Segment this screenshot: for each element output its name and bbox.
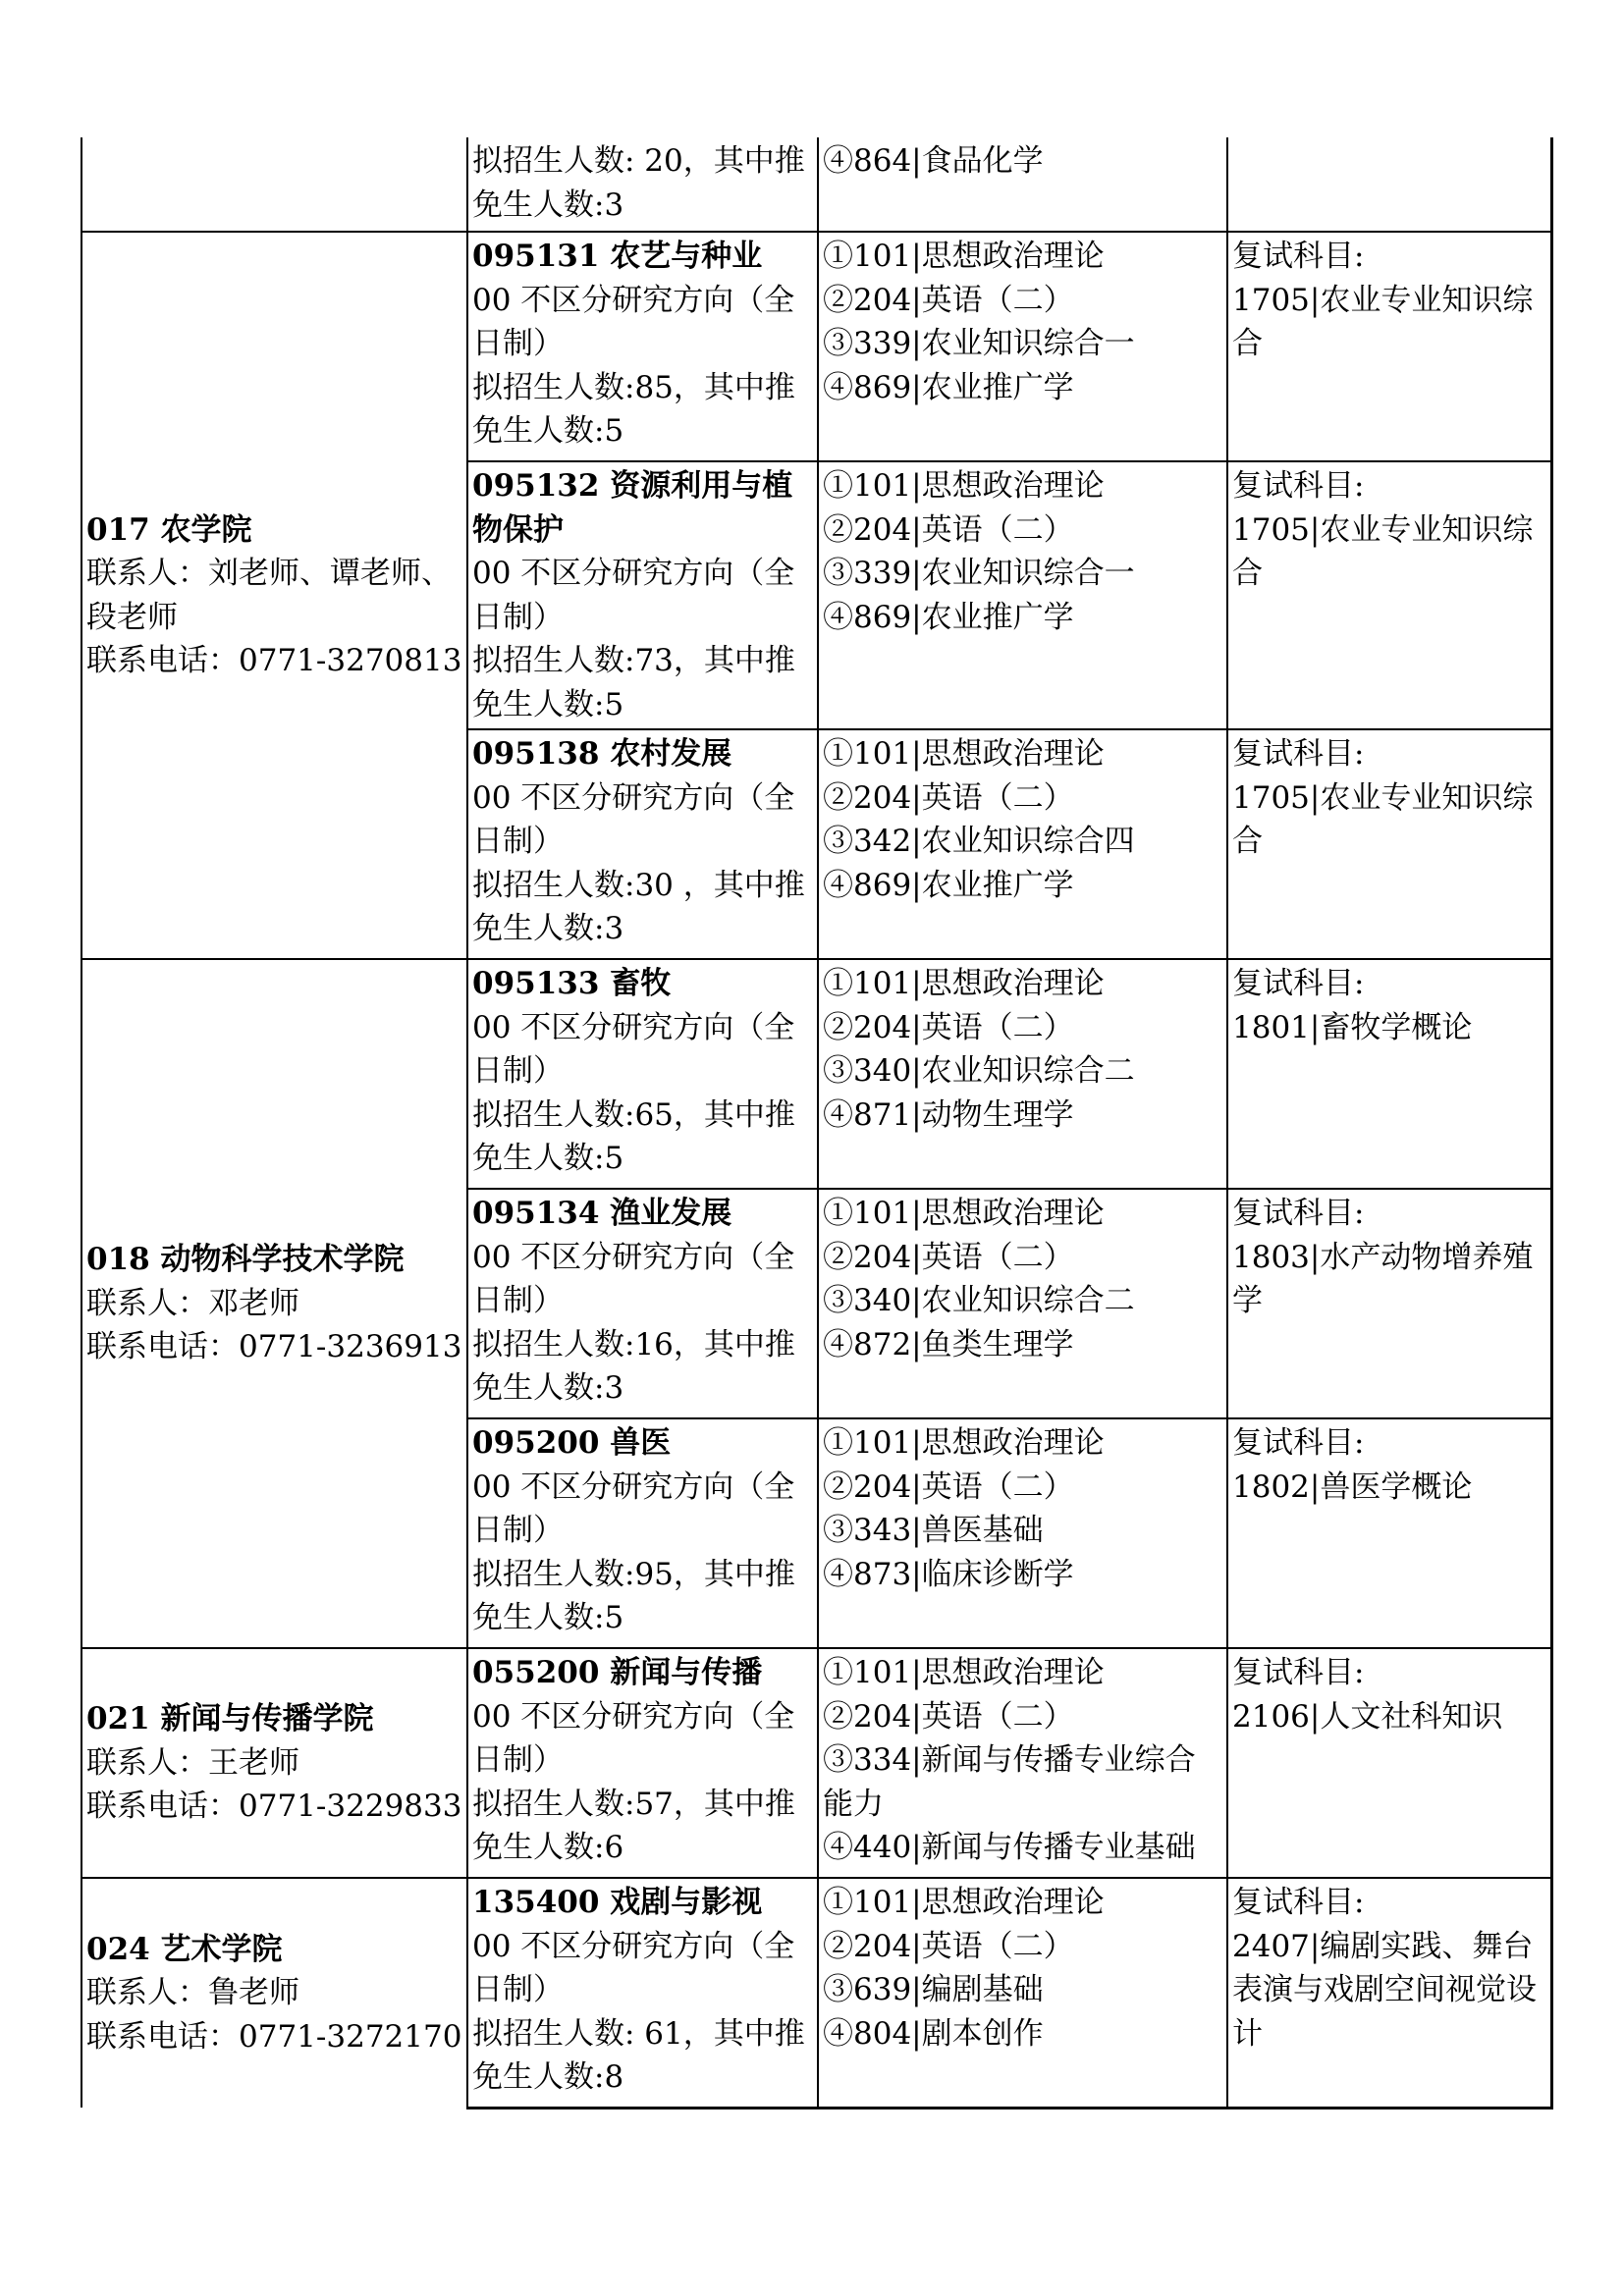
exam-subject: ④871|动物生理学	[823, 1096, 1074, 1133]
program-cell	[467, 232, 818, 461]
exam-subject: ②204|英语（二）	[823, 282, 1074, 318]
department-cell	[81, 1878, 467, 2108]
retest-label: 复试科目:	[1232, 1196, 1365, 1231]
table-body	[81, 137, 1551, 2108]
research-direction: 00 不区分研究方向（全日制）	[472, 1698, 795, 1778]
department-contact: 联系人：鲁老师	[86, 1975, 299, 2011]
exam-subject: ④869|农业推广学	[823, 599, 1074, 635]
exam-subject: ④804|剧本创作	[823, 2015, 1044, 2052]
exam-subject: ③343|兽医基础	[823, 1513, 1044, 1548]
department-cell	[81, 232, 467, 959]
department-phone: 联系电话：0771-3272170	[86, 2018, 462, 2055]
research-direction: 00 不区分研究方向（全日制）	[472, 1468, 795, 1548]
table-row	[81, 232, 1551, 461]
retest-cell	[1227, 729, 1551, 959]
enrollment-quota: 拟招生人数:57，其中推免生人数:6	[472, 1786, 795, 1865]
research-direction: 00 不区分研究方向（全日制）	[472, 1239, 795, 1318]
exam-subjects-cell	[818, 1418, 1227, 1648]
exam-subject: ④440|新闻与传播专业基础	[823, 1830, 1196, 1865]
exam-subject: ③340|农业知识综合二	[823, 1053, 1135, 1089]
retest-label: 复试科目:	[1232, 468, 1365, 504]
retest-cell	[1227, 959, 1551, 1189]
retest-cell	[1227, 1878, 1551, 2108]
department-name: 024 艺术学院	[86, 1931, 283, 1967]
retest-cell	[1227, 1648, 1551, 1878]
enrollment-quota: 拟招生人数: 20，其中推免生人数:3	[472, 143, 805, 223]
table-row	[81, 959, 1551, 1189]
program-code-name: 095134 渔业发展	[472, 1196, 732, 1231]
exam-subject: ④869|农业推广学	[823, 867, 1074, 903]
enrollment-quota: 拟招生人数:65，其中推免生人数:5	[472, 1096, 795, 1176]
retest-subject: 1801|畜牧学概论	[1232, 1009, 1473, 1045]
retest-subject: 2106|人文社科知识	[1232, 1698, 1503, 1735]
program-code-name: 095133 畜牧	[472, 966, 672, 1001]
program-cell	[467, 959, 818, 1189]
program-code-name: 095200 兽医	[472, 1425, 672, 1461]
exam-subject: ②204|英语（二）	[823, 1239, 1074, 1275]
exam-subject: ①101|思想政治理论	[823, 966, 1105, 1001]
retest-cell	[1227, 232, 1551, 461]
exam-subject: ③339|农业知识综合一	[823, 326, 1135, 361]
admissions-table	[81, 137, 1553, 2109]
retest-cell	[1227, 137, 1551, 232]
retest-label: 复试科目:	[1232, 966, 1365, 1001]
program-code-name: 135400 戏剧与影视	[472, 1885, 763, 1920]
retest-subject: 1705|农业专业知识综合	[1232, 282, 1534, 361]
retest-subject: 1705|农业专业知识综合	[1232, 511, 1534, 591]
exam-subject: ①101|思想政治理论	[823, 1885, 1105, 1920]
department-phone: 联系电话：0771-3270813	[86, 643, 462, 678]
enrollment-quota: 拟招生人数: 61，其中推免生人数:8	[472, 2015, 805, 2095]
enrollment-quota: 拟招生人数:30 ，其中推免生人数:3	[472, 867, 805, 946]
exam-subjects-cell	[818, 232, 1227, 461]
exam-subject: ②204|英语（二）	[823, 1009, 1074, 1045]
exam-subjects-cell	[818, 1878, 1227, 2108]
exam-subject: ①101|思想政治理论	[823, 736, 1105, 772]
program-cell	[467, 1189, 818, 1418]
exam-subject: ①101|思想政治理论	[823, 1425, 1105, 1461]
research-direction: 00 不区分研究方向（全日制）	[472, 556, 795, 635]
retest-cell	[1227, 1189, 1551, 1418]
exam-subjects-cell	[818, 461, 1227, 729]
exam-subjects-cell	[818, 137, 1227, 232]
exam-subject: ①101|思想政治理论	[823, 1196, 1105, 1231]
exam-subjects-cell	[818, 729, 1227, 959]
retest-subject: 1705|农业专业知识综合	[1232, 779, 1534, 859]
program-cell	[467, 729, 818, 959]
retest-label: 复试科目:	[1232, 1885, 1365, 1920]
enrollment-quota: 拟招生人数:73，其中推免生人数:5	[472, 643, 795, 722]
exam-subject: ③639|编剧基础	[823, 1972, 1044, 2007]
retest-subject: 1803|水产动物增养殖学	[1232, 1239, 1534, 1318]
exam-subject: ②204|英语（二）	[823, 511, 1074, 548]
exam-subject: ①101|思想政治理论	[823, 1655, 1105, 1690]
department-name: 018 动物科学技术学院	[86, 1242, 405, 1278]
exam-subjects-cell	[818, 959, 1227, 1189]
exam-subject: ②204|英语（二）	[823, 1698, 1074, 1735]
exam-subject: ③340|农业知识综合二	[823, 1283, 1135, 1318]
retest-cell	[1227, 461, 1551, 729]
table-row	[81, 1878, 1551, 2108]
research-direction: 00 不区分研究方向（全日制）	[472, 282, 795, 361]
department-cell	[81, 1648, 467, 1878]
retest-subject: 2407|编剧实践、舞台表演与戏剧空间视觉设计	[1232, 1928, 1537, 2052]
department-phone: 联系电话：0771-3229833	[86, 1789, 462, 1825]
department-contact: 联系人：邓老师	[86, 1285, 299, 1321]
exam-subject: ①101|思想政治理论	[823, 468, 1105, 504]
exam-subject: ③339|农业知识综合一	[823, 556, 1135, 591]
exam-subjects-cell	[818, 1648, 1227, 1878]
exam-subject: ②204|英语（二）	[823, 1468, 1074, 1505]
program-code-name: 095131 农艺与种业	[472, 239, 763, 274]
retest-label: 复试科目:	[1232, 1655, 1365, 1690]
program-cell	[467, 461, 818, 729]
research-direction: 00 不区分研究方向（全日制）	[472, 1009, 795, 1089]
retest-label: 复试科目:	[1232, 1425, 1365, 1461]
department-cell	[81, 959, 467, 1648]
exam-subject: ②204|英语（二）	[823, 779, 1074, 816]
enrollment-quota: 拟招生人数:95，其中推免生人数:5	[472, 1556, 795, 1635]
program-code-name: 095138 农村发展	[472, 736, 732, 772]
exam-subject: ①101|思想政治理论	[823, 239, 1105, 274]
research-direction: 00 不区分研究方向（全日制）	[472, 1928, 795, 2007]
program-cell	[467, 1418, 818, 1648]
department-phone: 联系电话：0771-3236913	[86, 1329, 462, 1365]
exam-subject: ④872|鱼类生理学	[823, 1326, 1074, 1362]
retest-label: 复试科目:	[1232, 239, 1365, 274]
research-direction: 00 不区分研究方向（全日制）	[472, 779, 795, 859]
exam-subjects-cell	[818, 1189, 1227, 1418]
enrollment-quota: 拟招生人数:85，其中推免生人数:5	[472, 369, 795, 449]
exam-subject: ③334|新闻与传播专业综合能力	[823, 1742, 1196, 1822]
department-cell	[81, 137, 467, 232]
retest-cell	[1227, 1418, 1551, 1648]
program-cell	[467, 1878, 818, 2108]
department-contact: 联系人：王老师	[86, 1744, 299, 1781]
table-row	[81, 137, 1551, 232]
exam-subject: ②204|英语（二）	[823, 1928, 1074, 1964]
department-contact: 联系人：刘老师、谭老师、段老师	[86, 556, 452, 635]
program-cell	[467, 137, 818, 232]
exam-subject: ④873|临床诊断学	[823, 1556, 1074, 1592]
enrollment-quota: 拟招生人数:16，其中推免生人数:3	[472, 1326, 795, 1406]
department-name: 021 新闻与传播学院	[86, 1701, 374, 1737]
program-code-name: 055200 新闻与传播	[472, 1655, 763, 1690]
program-code-name: 095132 资源利用与植物保护	[472, 468, 793, 548]
retest-subject: 1802|兽医学概论	[1232, 1468, 1473, 1505]
exam-subject: ④869|农业推广学	[823, 369, 1074, 405]
table-row	[81, 1648, 1551, 1878]
retest-label: 复试科目:	[1232, 736, 1365, 772]
program-cell	[467, 1648, 818, 1878]
exam-subject: ④864|食品化学	[823, 143, 1044, 179]
department-name: 017 农学院	[86, 511, 252, 548]
exam-subject: ③342|农业知识综合四	[823, 824, 1135, 859]
